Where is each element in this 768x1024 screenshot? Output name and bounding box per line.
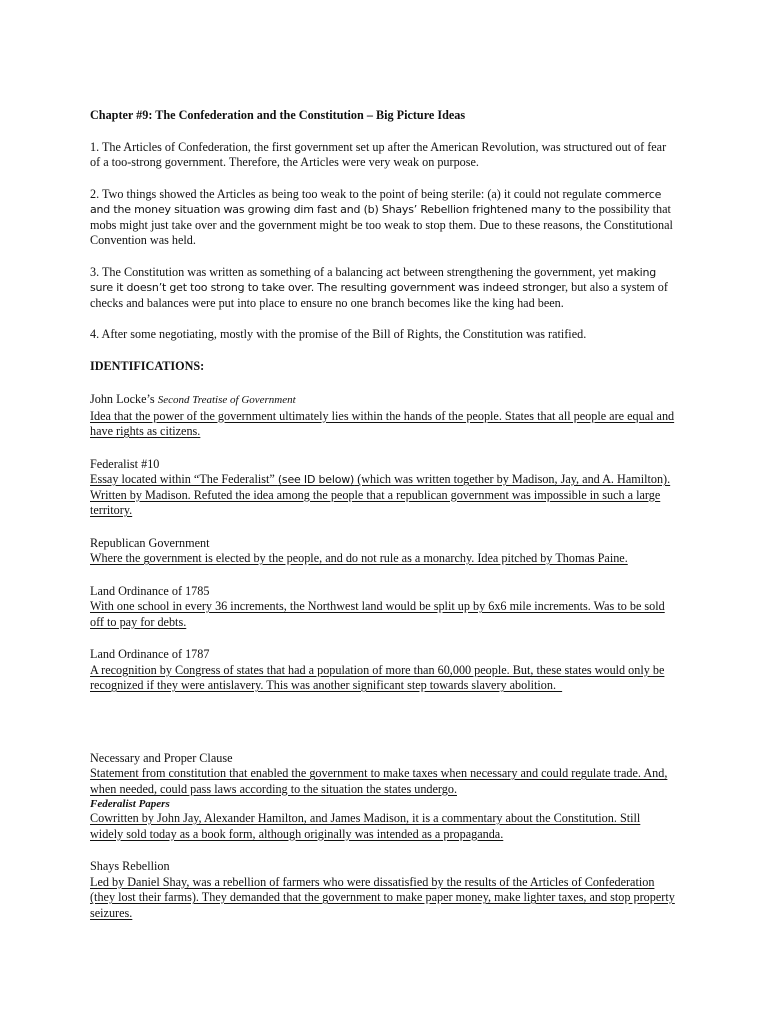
text-run-alt-font: commerce and the money situation was growing dim fast and (b) Shays’ Rebellion frightened many to the	[90, 187, 662, 216]
id-term: Land Ordinance of 1787	[90, 647, 210, 661]
id-entry-federalist-papers	[90, 797, 675, 842]
id-entry-republican-government	[90, 536, 675, 567]
text-run: possibility that mobs might just take over and the government might be too weak to stop them. Due to these reasons, the Constitutional Convention was held.	[90, 202, 673, 247]
id-definition: Cowritten by John Jay, Alexander Hamilton, and James Madison, it is a commentary about the Constitution. Still widely sold today as a book form, although originally was intended as a propaganda.	[90, 811, 641, 841]
spacer	[90, 711, 675, 751]
text-run-alt-font: (see ID below)	[277, 473, 355, 486]
id-entry-locke	[90, 392, 675, 440]
id-definition: Idea that the power of the government ultimately lies within the hands of the people. States that all people are equal and have rights as citizens.	[90, 408, 675, 438]
id-term-italic: Second Treatise of Government	[157, 394, 296, 406]
id-entry-shays-rebellion	[90, 859, 675, 921]
big-picture-item-1	[90, 140, 675, 171]
big-picture-item-4	[90, 327, 675, 343]
id-term: Federalist #10	[90, 456, 160, 471]
document-page	[90, 108, 675, 938]
id-term: Shays Rebellion	[90, 859, 170, 873]
text-run: 4. After some negotiating, mostly with the promise of the Bill of Rights, the Constitution was ratified.	[90, 327, 587, 341]
text-run: er, but also a system of checks and balances were put into place to ensure no one branch becomes like the king had been.	[90, 280, 668, 310]
id-definition: Where the government is elected by the people, and do not rule as a monarchy. Idea pitched by Thomas Paine.	[90, 551, 628, 565]
text-run: (which was written together by Madison, Jay, and A. Hamilton). Written by Madison. Refuted the idea among the people that a republican government was impossible in such a large territory.	[90, 472, 671, 517]
id-term: Necessary and Proper Clause	[90, 750, 233, 765]
id-term: Republican Government	[90, 535, 210, 550]
page-title: Chapter #9: The Confederation and the Constitution – Big Picture Ideas	[90, 108, 466, 122]
id-entry-land-ordinance-1785	[90, 584, 675, 631]
id-entry-land-ordinance-1787	[90, 647, 675, 694]
id-definition: Led by Daniel Shay, was a rebellion of farmers who were dissatisfied by the results of the Articles of Confederation (they lost their farms). They demanded that the government to make paper money, make lighter taxes, and stop property seizures.	[90, 874, 675, 920]
big-picture-list	[90, 140, 675, 343]
text-run: Essay located within “The Federalist”	[90, 472, 278, 486]
id-term-prefix: John Locke’s	[90, 392, 158, 406]
id-definition	[90, 472, 675, 519]
text-run: 2. Two things showed the Articles as being too weak to the point of being sterile: (a) it could not regulate	[90, 186, 605, 201]
id-term	[90, 392, 675, 409]
big-picture-item-2	[90, 187, 675, 249]
big-picture-item-3	[90, 265, 675, 312]
id-term: Federalist Papers	[90, 798, 170, 810]
id-definition: A recognition by Congress of states that had a population of more than 60,000 people. But, these states would only be recognized if they were antislavery. This was another significant step towards slavery abolition.	[90, 662, 665, 692]
id-entry-federalist-10	[90, 457, 675, 519]
id-definition: Statement from constitution that enabled the government to make taxes when necessary and could regulate trade. And, when needed, could pass laws according to the situation the states undergo.	[90, 766, 668, 796]
id-term: Land Ordinance of 1785	[90, 583, 210, 598]
text-run: 3. The Constitution was written as something of a balancing act between strengthening the government, yet	[90, 264, 617, 279]
id-entry-necessary-and-proper	[90, 751, 675, 798]
id-definition: With one school in every 36 increments, the Northwest land would be split up by 6x6 mile increments. Was to be sold off to pay for debts.	[90, 599, 665, 629]
text-run-alt-font: making sure it doesn’t get too strong to take over. The resulting government was indeed strong	[90, 265, 657, 294]
text-run: 1. The Articles of Confederation, the first government set up after the American Revolution, was structured out of fear of a too-strong government. Therefore, the Articles were very weak on purpose.	[90, 139, 667, 169]
identifications-heading: IDENTIFICATIONS:	[90, 358, 205, 373]
